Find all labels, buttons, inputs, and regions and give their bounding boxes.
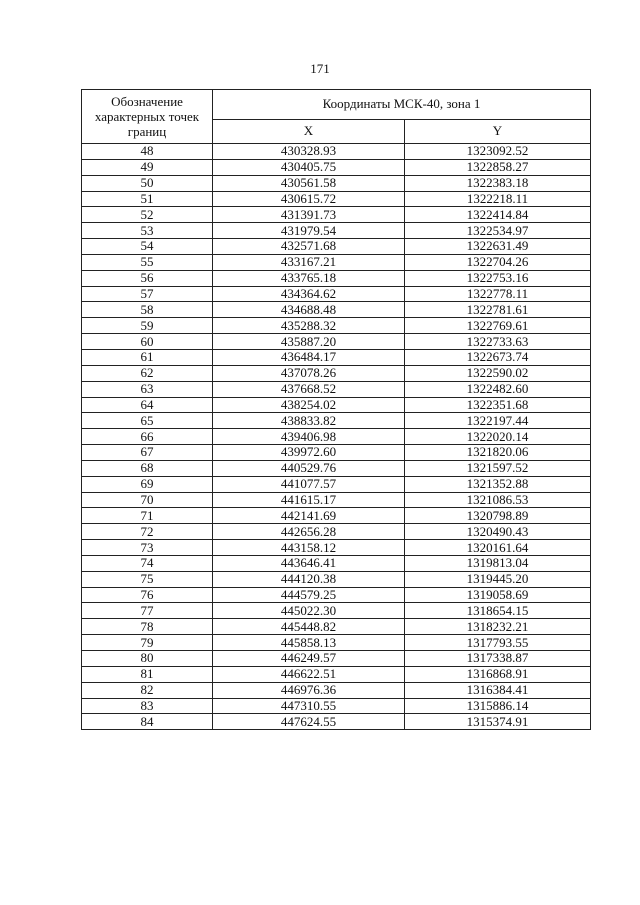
x-coordinate-cell: 434364.62 bbox=[213, 286, 405, 302]
point-id-cell: 58 bbox=[82, 302, 213, 318]
x-coordinate-cell: 445022.30 bbox=[213, 603, 405, 619]
table-row bbox=[82, 207, 591, 223]
table-row bbox=[82, 254, 591, 270]
point-id-cell: 57 bbox=[82, 286, 213, 302]
y-coordinate-cell: 1319445.20 bbox=[405, 571, 591, 587]
point-id-cell: 81 bbox=[82, 666, 213, 682]
point-id-cell: 80 bbox=[82, 651, 213, 667]
x-coordinate-cell: 440529.76 bbox=[213, 460, 405, 476]
y-coordinate-cell: 1322414.84 bbox=[405, 207, 591, 223]
point-id-cell: 55 bbox=[82, 254, 213, 270]
x-coordinate-cell: 437668.52 bbox=[213, 381, 405, 397]
y-coordinate-cell: 1316868.91 bbox=[405, 666, 591, 682]
x-coordinate-cell: 430561.58 bbox=[213, 175, 405, 191]
table-row bbox=[82, 603, 591, 619]
point-id-cell: 63 bbox=[82, 381, 213, 397]
x-coordinate-cell: 442141.69 bbox=[213, 508, 405, 524]
point-id-cell: 50 bbox=[82, 175, 213, 191]
table-row bbox=[82, 524, 591, 540]
x-coordinate-cell: 447624.55 bbox=[213, 714, 405, 730]
coordinates-table bbox=[81, 89, 591, 730]
point-id-cell: 56 bbox=[82, 270, 213, 286]
x-coordinate-cell: 433765.18 bbox=[213, 270, 405, 286]
page-number: 171 bbox=[310, 61, 330, 76]
table-row bbox=[82, 666, 591, 682]
table-row bbox=[82, 571, 591, 587]
table-row bbox=[82, 191, 591, 207]
table-row bbox=[82, 682, 591, 698]
x-coordinate-cell: 430405.75 bbox=[213, 159, 405, 175]
table-row bbox=[82, 492, 591, 508]
x-coordinate-cell: 430328.93 bbox=[213, 144, 405, 160]
y-coordinate-cell: 1319058.69 bbox=[405, 587, 591, 603]
y-coordinate-cell: 1317793.55 bbox=[405, 635, 591, 651]
table-row bbox=[82, 445, 591, 461]
y-coordinate-cell: 1322383.18 bbox=[405, 175, 591, 191]
x-coordinate-cell: 437078.26 bbox=[213, 365, 405, 381]
point-id-cell: 68 bbox=[82, 460, 213, 476]
table-row bbox=[82, 302, 591, 318]
table-row bbox=[82, 714, 591, 730]
y-coordinate-cell: 1322590.02 bbox=[405, 365, 591, 381]
table-row bbox=[82, 144, 591, 160]
x-coordinate-cell: 430615.72 bbox=[213, 191, 405, 207]
point-id-cell: 70 bbox=[82, 492, 213, 508]
y-coordinate-cell: 1322197.44 bbox=[405, 413, 591, 429]
table-row bbox=[82, 270, 591, 286]
y-coordinate-cell: 1320161.64 bbox=[405, 540, 591, 556]
table-row bbox=[82, 698, 591, 714]
coordinates-group-header: Координаты МСК-40, зона 1 bbox=[213, 90, 591, 120]
x-coordinate-cell: 446249.57 bbox=[213, 651, 405, 667]
table-row bbox=[82, 460, 591, 476]
table-header bbox=[82, 90, 591, 144]
y-coordinate-cell: 1322020.14 bbox=[405, 429, 591, 445]
x-coordinate-cell: 431391.73 bbox=[213, 207, 405, 223]
y-coordinate-cell: 1322858.27 bbox=[405, 159, 591, 175]
y-coordinate-cell: 1322781.61 bbox=[405, 302, 591, 318]
table-row bbox=[82, 397, 591, 413]
x-coordinate-cell: 439406.98 bbox=[213, 429, 405, 445]
point-id-cell: 72 bbox=[82, 524, 213, 540]
table-row bbox=[82, 619, 591, 635]
x-coordinate-cell: 445858.13 bbox=[213, 635, 405, 651]
y-coordinate-cell: 1321086.53 bbox=[405, 492, 591, 508]
y-coordinate-cell: 1321352.88 bbox=[405, 476, 591, 492]
point-id-cell: 67 bbox=[82, 445, 213, 461]
table-row bbox=[82, 159, 591, 175]
point-id-cell: 49 bbox=[82, 159, 213, 175]
y-coordinate-cell: 1317338.87 bbox=[405, 651, 591, 667]
x-coordinate-cell: 438833.82 bbox=[213, 413, 405, 429]
x-coordinate-cell: 444579.25 bbox=[213, 587, 405, 603]
table-row bbox=[82, 365, 591, 381]
y-coordinate-cell: 1322753.16 bbox=[405, 270, 591, 286]
point-id-cell: 64 bbox=[82, 397, 213, 413]
x-coordinate-cell: 446622.51 bbox=[213, 666, 405, 682]
y-coordinate-cell: 1322704.26 bbox=[405, 254, 591, 270]
point-id-cell: 71 bbox=[82, 508, 213, 524]
point-id-cell: 84 bbox=[82, 714, 213, 730]
point-id-cell: 54 bbox=[82, 239, 213, 255]
y-coordinate-cell: 1319813.04 bbox=[405, 555, 591, 571]
point-id-cell: 59 bbox=[82, 318, 213, 334]
point-id-cell: 77 bbox=[82, 603, 213, 619]
table-row bbox=[82, 555, 591, 571]
point-id-cell: 66 bbox=[82, 429, 213, 445]
table-row bbox=[82, 223, 591, 239]
x-coordinate-cell: 438254.02 bbox=[213, 397, 405, 413]
y-coordinate-cell: 1322673.74 bbox=[405, 349, 591, 365]
y-coordinate-cell: 1320798.89 bbox=[405, 508, 591, 524]
y-coordinate-cell: 1322351.68 bbox=[405, 397, 591, 413]
x-coordinate-cell: 442656.28 bbox=[213, 524, 405, 540]
table-row bbox=[82, 286, 591, 302]
table-body bbox=[82, 144, 591, 730]
point-id-cell: 51 bbox=[82, 191, 213, 207]
table-row bbox=[82, 476, 591, 492]
table-row bbox=[82, 239, 591, 255]
table-row bbox=[82, 334, 591, 350]
table-row bbox=[82, 587, 591, 603]
x-coordinate-cell: 436484.17 bbox=[213, 349, 405, 365]
point-id-cell: 61 bbox=[82, 349, 213, 365]
x-coordinate-cell: 435887.20 bbox=[213, 334, 405, 350]
point-id-cell: 53 bbox=[82, 223, 213, 239]
x-coordinate-cell: 434688.48 bbox=[213, 302, 405, 318]
x-coordinate-cell: 441077.57 bbox=[213, 476, 405, 492]
y-coordinate-cell: 1318654.15 bbox=[405, 603, 591, 619]
y-column-header: Y bbox=[405, 119, 591, 143]
y-coordinate-cell: 1322769.61 bbox=[405, 318, 591, 334]
point-id-cell: 75 bbox=[82, 571, 213, 587]
y-coordinate-cell: 1321820.06 bbox=[405, 445, 591, 461]
point-id-cell: 73 bbox=[82, 540, 213, 556]
y-coordinate-cell: 1318232.21 bbox=[405, 619, 591, 635]
y-coordinate-cell: 1322482.60 bbox=[405, 381, 591, 397]
y-coordinate-cell: 1320490.43 bbox=[405, 524, 591, 540]
table-row bbox=[82, 429, 591, 445]
x-coordinate-cell: 439972.60 bbox=[213, 445, 405, 461]
point-id-cell: 48 bbox=[82, 144, 213, 160]
x-coordinate-cell: 443646.41 bbox=[213, 555, 405, 571]
x-column-header: X bbox=[213, 119, 405, 143]
y-coordinate-cell: 1315374.91 bbox=[405, 714, 591, 730]
y-coordinate-cell: 1322218.11 bbox=[405, 191, 591, 207]
y-coordinate-cell: 1321597.52 bbox=[405, 460, 591, 476]
point-id-cell: 74 bbox=[82, 555, 213, 571]
table-row bbox=[82, 635, 591, 651]
point-id-cell: 78 bbox=[82, 619, 213, 635]
point-id-cell: 83 bbox=[82, 698, 213, 714]
table-row bbox=[82, 508, 591, 524]
table-row bbox=[82, 540, 591, 556]
point-id-cell: 62 bbox=[82, 365, 213, 381]
table-row bbox=[82, 349, 591, 365]
y-coordinate-cell: 1322733.63 bbox=[405, 334, 591, 350]
point-id-cell: 82 bbox=[82, 682, 213, 698]
table-row bbox=[82, 651, 591, 667]
point-id-cell: 60 bbox=[82, 334, 213, 350]
y-coordinate-cell: 1316384.41 bbox=[405, 682, 591, 698]
x-coordinate-cell: 432571.68 bbox=[213, 239, 405, 255]
y-coordinate-cell: 1322778.11 bbox=[405, 286, 591, 302]
y-coordinate-cell: 1322534.97 bbox=[405, 223, 591, 239]
table-row bbox=[82, 318, 591, 334]
y-coordinate-cell: 1323092.52 bbox=[405, 144, 591, 160]
x-coordinate-cell: 441615.17 bbox=[213, 492, 405, 508]
point-id-cell: 52 bbox=[82, 207, 213, 223]
x-coordinate-cell: 433167.21 bbox=[213, 254, 405, 270]
point-id-cell: 69 bbox=[82, 476, 213, 492]
table-row bbox=[82, 381, 591, 397]
x-coordinate-cell: 443158.12 bbox=[213, 540, 405, 556]
x-coordinate-cell: 446976.36 bbox=[213, 682, 405, 698]
x-coordinate-cell: 445448.82 bbox=[213, 619, 405, 635]
point-id-cell: 79 bbox=[82, 635, 213, 651]
x-coordinate-cell: 431979.54 bbox=[213, 223, 405, 239]
x-coordinate-cell: 444120.38 bbox=[213, 571, 405, 587]
point-id-cell: 65 bbox=[82, 413, 213, 429]
table-row bbox=[82, 175, 591, 191]
point-id-cell: 76 bbox=[82, 587, 213, 603]
y-coordinate-cell: 1322631.49 bbox=[405, 239, 591, 255]
x-coordinate-cell: 435288.32 bbox=[213, 318, 405, 334]
x-coordinate-cell: 447310.55 bbox=[213, 698, 405, 714]
table-row bbox=[82, 413, 591, 429]
point-id-header: Обозначение характерных точек границ bbox=[82, 90, 213, 144]
y-coordinate-cell: 1315886.14 bbox=[405, 698, 591, 714]
